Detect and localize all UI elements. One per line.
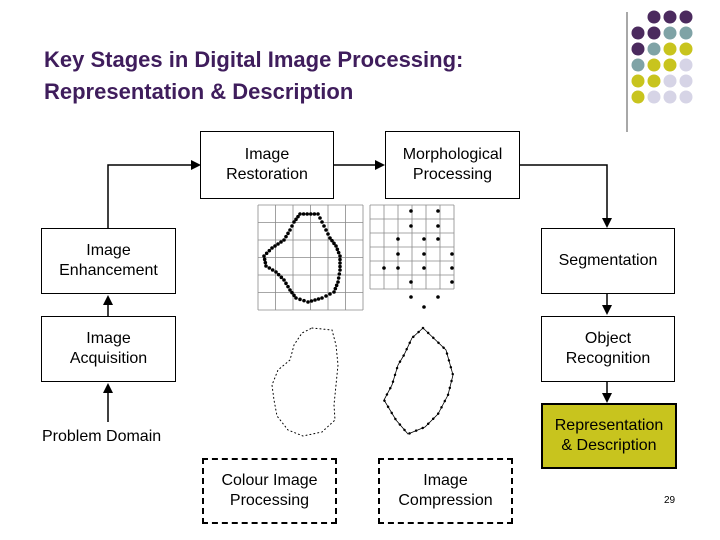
boundary-point [317, 297, 321, 301]
boundary-point [290, 224, 294, 228]
stage-morphological-processing: Morphological Processing [385, 131, 520, 199]
title-line-1: Key Stages in Digital Image Processing: [44, 47, 464, 72]
boundary-point [334, 287, 338, 291]
boundary-point [310, 299, 314, 303]
boundary-point [335, 284, 339, 288]
boundary-point [336, 248, 340, 252]
boundary-point [422, 305, 426, 309]
boundary-point [316, 212, 320, 216]
boundary-point [268, 249, 272, 253]
stage-object-recognition: Object Recognition [541, 316, 675, 382]
boundary-point [288, 288, 292, 292]
boundary-point [264, 264, 268, 268]
boundary-point [282, 278, 286, 282]
boundary-point [313, 298, 317, 302]
boundary-point [313, 212, 317, 216]
chain-code-outline-1 [272, 328, 338, 436]
boundary-point [436, 237, 440, 241]
boundary-point [436, 295, 440, 299]
boundary-point [268, 266, 272, 270]
boundary-point [264, 261, 268, 265]
boundary-point [279, 240, 283, 244]
boundary-point [338, 268, 342, 272]
boundary-point [302, 212, 306, 216]
boundary-point [409, 295, 413, 299]
page-number: 29 [664, 495, 676, 506]
boundary-point [265, 252, 269, 256]
boundary-point [280, 276, 284, 280]
boundary-point [262, 254, 266, 258]
boundary-point [322, 224, 326, 228]
boundary-point [334, 244, 338, 248]
stage-representation-description: Representation & Description [541, 403, 677, 469]
boundary-point [382, 266, 386, 270]
boundary-point [286, 232, 290, 236]
boundary-point [396, 266, 400, 270]
boundary-point [324, 228, 328, 232]
boundary-point [284, 282, 288, 286]
boundary-point [422, 252, 426, 256]
boundary-point [298, 298, 302, 302]
boundary-point [276, 242, 280, 246]
boundary-point [409, 280, 413, 284]
stage-segmentation: Segmentation [541, 228, 675, 294]
boundary-point [338, 261, 342, 265]
boundary-point [305, 212, 309, 216]
boundary-point [396, 252, 400, 256]
boundary-point [263, 258, 267, 262]
boundary-point [409, 224, 413, 228]
boundary-point [274, 270, 278, 274]
boundary-point [338, 258, 342, 262]
boundary-point [271, 268, 275, 272]
boundary-point [337, 251, 341, 255]
boundary-point [270, 246, 274, 250]
boundary-point [318, 216, 322, 220]
boundary-point [409, 209, 413, 213]
boundary-point [324, 294, 328, 298]
boundary-point [450, 280, 454, 284]
boundary-grid-image-2 [370, 205, 454, 309]
boundary-point [422, 266, 426, 270]
boundary-point [273, 244, 277, 248]
boundary-point [282, 238, 286, 242]
boundary-point [306, 300, 310, 304]
boundary-point [336, 280, 340, 284]
boundary-point [436, 224, 440, 228]
stage-image-compression: Image Compression [378, 458, 513, 524]
boundary-point [338, 254, 342, 258]
stage-colour-image-processing: Colour Image Processing [202, 458, 337, 524]
boundary-point [326, 232, 330, 236]
boundary-point [450, 266, 454, 270]
title-line-2: Representation & Description [44, 79, 354, 104]
boundary-point [450, 252, 454, 256]
boundary-point [302, 299, 306, 303]
boundary-point [284, 235, 288, 239]
boundary-point [422, 237, 426, 241]
boundary-point [277, 273, 281, 277]
boundary-point [288, 228, 292, 232]
boundary-point [286, 285, 290, 289]
stage-image-enhancement: Image Enhancement [41, 228, 176, 294]
boundary-point [328, 292, 332, 296]
boundary-point [320, 220, 324, 224]
stage-image-restoration: Image Restoration [200, 131, 334, 199]
boundary-point [296, 215, 300, 219]
boundary-point [338, 272, 342, 276]
boundary-point [320, 296, 324, 300]
boundary-point [337, 276, 341, 280]
boundary-point [338, 265, 342, 269]
boundary-point [309, 212, 313, 216]
polygon-outline-2 [384, 328, 453, 434]
boundary-grid-image-1 [258, 205, 363, 310]
stage-image-acquisition: Image Acquisition [41, 316, 176, 382]
boundary-point [436, 209, 440, 213]
boundary-point [396, 237, 400, 241]
stage-problem-domain: Problem Domain [42, 428, 162, 445]
boundary-point [332, 290, 336, 294]
